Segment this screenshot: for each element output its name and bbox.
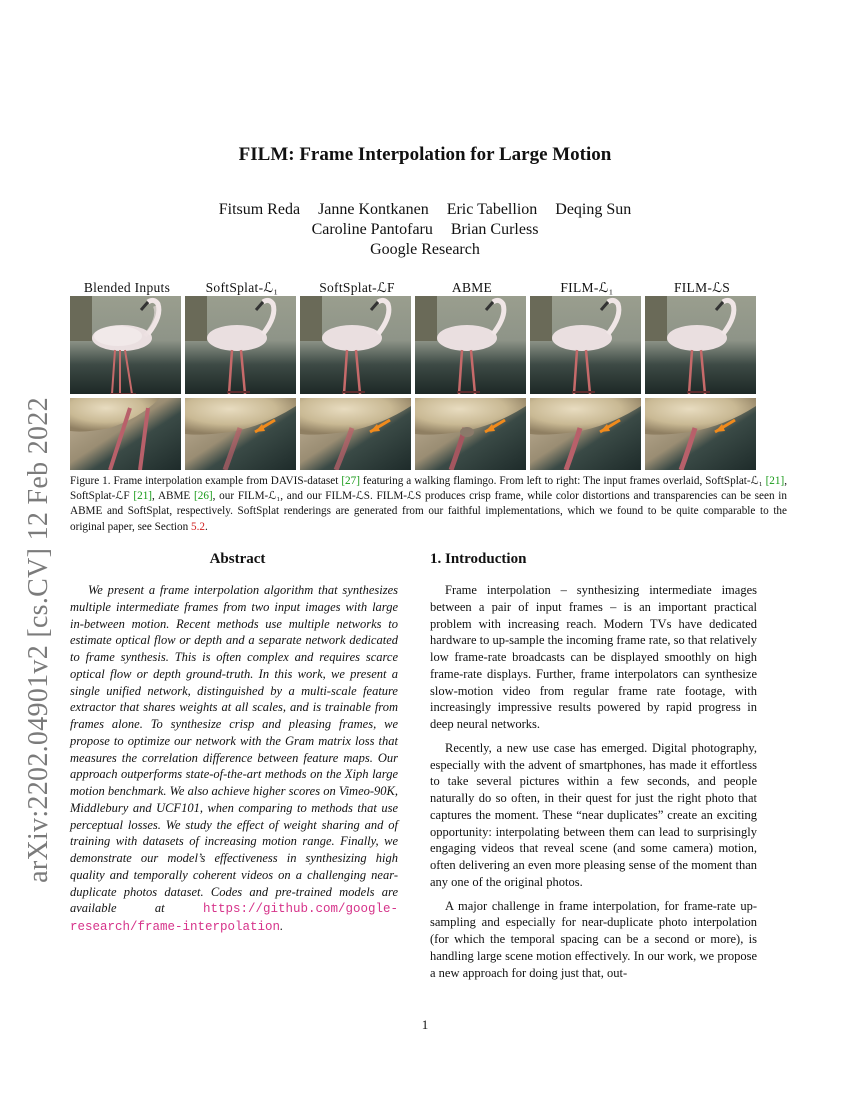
paper-title: FILM: Frame Interpolation for Large Motion <box>238 144 612 165</box>
figure-image-film-l1-top <box>530 296 641 394</box>
figure-image-softsplat-l1-top <box>185 296 296 394</box>
affiliation: Google Research <box>370 241 480 258</box>
citation-link[interactable]: [27] <box>341 475 360 487</box>
figure-crop-blended <box>70 398 181 470</box>
introduction-body <box>430 582 757 988</box>
author-block <box>0 200 850 260</box>
abstract-heading: Abstract <box>209 551 266 567</box>
figure-image-abme-top <box>415 296 526 394</box>
column-label: Blended Inputs <box>83 280 171 295</box>
column-label: ABME <box>451 280 493 295</box>
figure-crop-softsplat-lf <box>300 398 411 470</box>
figure-image-blended-top <box>70 296 181 394</box>
abstract-body <box>70 582 398 936</box>
author-line-1 <box>0 200 850 220</box>
column-label: FILM-ℒ₁ <box>560 280 614 295</box>
caption-text: Frame interpolation example from DAVIS-dataset <box>110 475 342 487</box>
figure-image-softsplat-lf-top <box>300 296 411 394</box>
citation-link[interactable]: [21] <box>133 490 153 503</box>
arxiv-stamp: arXiv:2202.04901v2 [cs.CV] 12 Feb 2022 <box>23 397 54 883</box>
figure-crop-film-l1 <box>530 398 641 470</box>
page-number: 1 <box>421 1017 429 1032</box>
figure-crop-abme <box>415 398 526 470</box>
intro-paragraph: A major challenge in frame interpolation, for frame-rate up-sampling and especially for near-duplicate photo interpolation (for which the temporal spacing can be a second or more), is handling large scene motion effectively. In our work, we propose a new approach for doing just that, out- <box>430 898 757 980</box>
column-label: FILM-ℒS <box>673 280 731 295</box>
intro-paragraph: Recently, a new use case has emerged. Digital photography, especially with the advent of smartphones, has made it effortless to take several pictures within a few seconds, and people naturally do so often, in their quest for just the right photo that captures the moment. These “near duplicates” create an exciting opportunity: interpolating between them can lead to surprisingly engaging videos that reveal scene (and some camera) motion, often delivering an even more pleasing sense of the moment than any one of the original photos. <box>430 740 757 889</box>
citation-link[interactable]: [26] <box>194 490 213 503</box>
citation-link[interactable]: [21] <box>765 475 785 487</box>
caption-text: , our FILM-ℒ₁, and our FILM-ℒS. FILM-ℒS produces crisp frame, while color distortions and transparencies can be seen in ABME and SoftSplat, respectively. SoftSplat renderings are generated from our faithful implementations, which we found to be quite comparable to the original paper, see Section <box>70 490 787 533</box>
caption-text: . <box>205 520 208 533</box>
author: Brian Curless <box>450 221 539 238</box>
figure-column-labels <box>70 280 790 296</box>
abstract-text: We present a frame interpolation algorithm that synthesizes multiple intermediate frames from two input images with large in-between motion. Recent methods use multiple networks to estimate optical flow or depth and a separate network dedicated to frame synthesis. This is often complex and requires scarce optical flow or depth ground-truth. In this work, we present a single unified network, distinguished by a multi-scale feature extractor that shares weights at all scales, and is trainable from frames alone. To synthesize crisp and pleasing frames, we propose to optimize our network with the Gram matrix loss that measures the correlation difference between feature maps. Our approach outperforms state-of-the-art methods on the Xiph large motion benchmark. We also achieve higher scores on Vimeo-90K, Middlebury and UCF101, when comparing to methods that use perceptual losses. We study the effect of weight sharing and of training with datasets of increasing motion range. Finally, we demonstrate our model’s effectiveness in synthesizing high quality and temporally coherent videos on a challenging near-duplicate photos dataset. Codes and pre-trained models are available at <box>70 583 398 916</box>
column-label: SoftSplat-ℒF <box>319 280 395 295</box>
section-link[interactable]: 5.2 <box>191 520 206 533</box>
caption-text: , SoftSplat-ℒF <box>70 475 788 503</box>
caption-label: Figure 1. <box>70 475 111 487</box>
figure-image-film-ls-top <box>645 296 756 394</box>
author: Janne Kontkanen <box>318 201 429 218</box>
author: Caroline Pantofaru <box>311 221 433 238</box>
figure-caption <box>70 474 787 535</box>
github-link[interactable]: https://github.com/google-research/frame-interpolation <box>70 902 398 934</box>
author: Deqing Sun <box>555 201 632 218</box>
intro-paragraph: Frame interpolation – synthesizing intermediate images between a pair of input frames – is an important practical problem with increasing reach. Modern TVs have dedicated hardware to up-sample the incoming frame rate, so that relatively low frame-rate broadcasts can be displayed smoothly on high frame-rate displays. Further, frame interpolators can synthesize slow-motion video from regular frame rate footage, with increasingly impressive results powered by rapid progress in deep neural networks. <box>430 583 757 731</box>
abstract-text-end: . <box>280 919 284 933</box>
introduction-heading: 1. Introduction <box>430 551 527 567</box>
caption-text: , ABME <box>152 490 194 503</box>
author: Fitsum Reda <box>218 201 301 218</box>
figure-crop-film-ls <box>645 398 756 470</box>
figure-crop-softsplat-l1 <box>185 398 296 470</box>
author: Eric Tabellion <box>446 201 538 218</box>
caption-text: featuring a walking flamingo. From left to right: The input frames overlaid, SoftSplat-ℒ₁ <box>359 475 766 487</box>
author-line-2 <box>0 220 850 240</box>
column-label: SoftSplat-ℒ₁ <box>205 280 279 295</box>
